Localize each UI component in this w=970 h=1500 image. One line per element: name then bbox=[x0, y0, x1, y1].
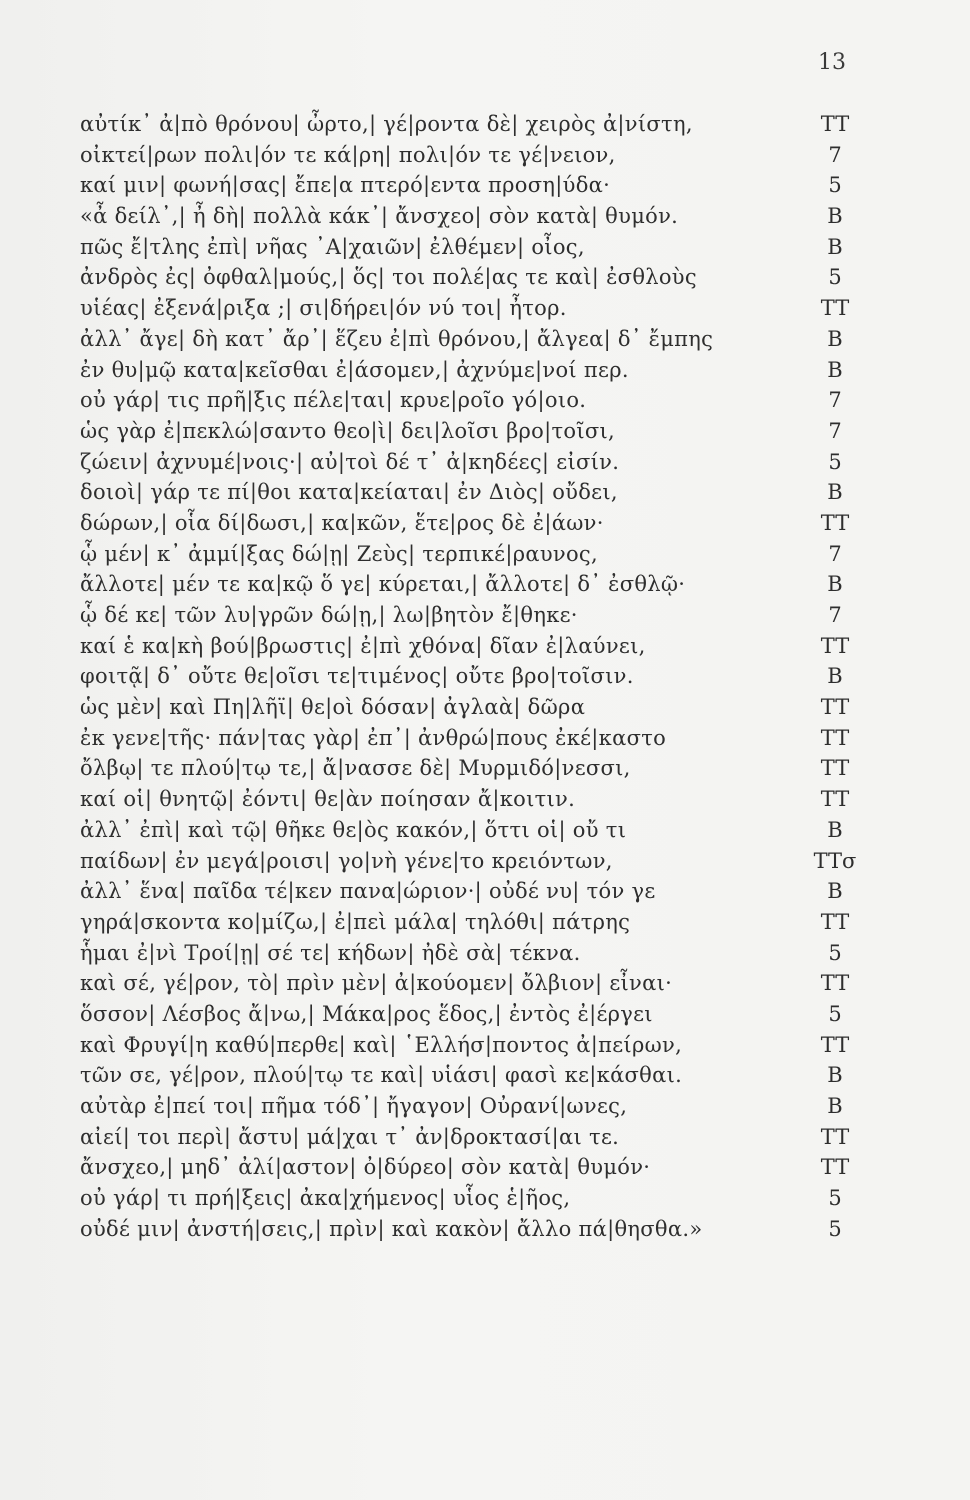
metre-code: B bbox=[827, 572, 843, 597]
verse-line bbox=[0, 477, 970, 508]
verse-line bbox=[0, 293, 970, 324]
metre-code: 5 bbox=[828, 1186, 842, 1211]
verse-text: υἱέας| ἐξενά|ριξα ;| σι|δήρει|όν νύ τοι| ἦτορ. bbox=[80, 296, 567, 321]
metre-code: TT bbox=[820, 756, 850, 781]
metre-code: B bbox=[827, 879, 843, 904]
metre-code: TT bbox=[820, 787, 850, 812]
metre-code: 5 bbox=[828, 1216, 842, 1241]
verse-line bbox=[0, 815, 970, 846]
verse-text: ἀλλ᾽ ἕνα| παῖδα τέ|κεν πανα|ώριον·| οὐδέ νυ| τόν γε bbox=[80, 879, 656, 904]
verse-text: ὄλβῳ| τε πλού|τῳ τε,| ἄ|νασσε δὲ| Μυρμιδό|νεσσι, bbox=[80, 756, 631, 781]
verse-line bbox=[0, 262, 970, 293]
verse-text: καί οἱ| θνητῷ| ἐόντι| θε|ὰν ποίησαν ἄ|κοιτιν. bbox=[80, 787, 576, 812]
verse-text: παίδων| ἐν μεγά|ροισι| γο|νὴ γένε|το κρειόντων, bbox=[80, 848, 613, 873]
metre-code: TT bbox=[820, 1155, 850, 1180]
verse-line bbox=[0, 1060, 970, 1091]
verse-line bbox=[0, 416, 970, 447]
verse-line bbox=[0, 447, 970, 478]
verse-text: ᾧ μέν| κ᾽ ἀμμί|ξας δώ|ῃ| Ζεὺς| τερπικέ|ραυνος, bbox=[80, 541, 598, 566]
verse-text: οὐ γάρ| τι πρή|ξεις| ἀκα|χήμενος| υἷος ἑ|ῆος, bbox=[80, 1186, 571, 1211]
verse-text: ἀλλ᾽ ἄγε| δὴ κατ᾽ ἄρ᾽| ἕζευ ἐ|πὶ θρόνου,| ἄλγεα| δ᾽ ἔμπης bbox=[80, 326, 714, 351]
verse-line bbox=[0, 539, 970, 570]
verse-text: ἄλλοτε| μέν τε κα|κῷ ὅ γε| κύρεται,| ἄλλοτε| δ᾽ ἐσθλῷ· bbox=[80, 572, 686, 597]
verse-line bbox=[0, 201, 970, 232]
metre-code: 7 bbox=[828, 142, 842, 167]
verse-line bbox=[0, 1214, 970, 1245]
metre-code: B bbox=[827, 357, 843, 382]
verse-text: «ἆ δείλ᾽,| ἦ δὴ| πολλὰ κάκ᾽| ἄνσχεο| σὸν κατὰ| θυμόν. bbox=[80, 204, 679, 229]
metre-code: 7 bbox=[828, 418, 842, 443]
verse-line bbox=[0, 355, 970, 386]
verse-block bbox=[0, 109, 970, 1244]
metre-code: B bbox=[827, 234, 843, 259]
verse-text: δώρων,| οἷα δί|δωσι,| κα|κῶν, ἕτε|ρος δὲ ἐ|άων· bbox=[80, 510, 604, 535]
metre-code: 7 bbox=[828, 603, 842, 627]
verse-text: αὐτὰρ ἐ|πεί τοι| πῆμα τόδ᾽| ἤγαγον| Οὐρανί|ωνες, bbox=[80, 1094, 628, 1118]
verse-text: ᾧ δέ κε| τῶν λυ|γρῶν δώ|ῃ,| λω|βητὸν ἔ|θηκε· bbox=[80, 603, 578, 627]
verse-line bbox=[0, 232, 970, 263]
verse-text: ἀλλ᾽ ἐπὶ| καὶ τῷ| θῆκε θε|ὸς κακόν,| ὅττι οἱ| οὔ τι bbox=[80, 817, 627, 842]
verse-text: καὶ σέ, γέ|ρον, τὸ| πρὶν μὲν| ἀ|κούομεν| ὄλβιον| εἶναι· bbox=[80, 971, 673, 996]
metre-code: TT bbox=[820, 1124, 850, 1149]
verse-line bbox=[0, 1030, 970, 1061]
verse-line bbox=[0, 1183, 970, 1214]
metre-code: TT bbox=[820, 1032, 850, 1057]
metre-code: TT bbox=[820, 909, 850, 934]
verse-text: ὡς μὲν| καὶ Πη|λῆϊ| θε|οὶ δόσαν| ἀγλαὰ| δῶρα bbox=[80, 695, 586, 720]
metre-code: TT bbox=[820, 695, 850, 720]
verse-text: αὐτίκ᾽ ἀ|πὸ θρόνου| ὦρτο,| γέ|ροντα δὲ| χειρὸς ἀ|νίστη, bbox=[80, 112, 693, 136]
verse-text: δοιοὶ| γάρ τε πί|θοι κατα|κείαται| ἐν Διὸς| οὔδει, bbox=[80, 480, 618, 505]
metre-code: TT bbox=[820, 296, 850, 321]
metre-code: TT bbox=[820, 510, 850, 535]
verse-text: καὶ Φρυγί|η καθύ|περθε| καὶ| ῾Ελλήσ|ποντος ἀ|πείρων, bbox=[80, 1032, 683, 1057]
verse-text: ἀνδρὸς ἐς| ὀφθαλ|μούς,| ὅς| τοι πολέ|ας τε καὶ| ἐσθλοὺς bbox=[80, 265, 697, 290]
metre-code: TT bbox=[820, 633, 850, 658]
verse-text: φοιτᾷ| δ᾽ οὔτε θε|οῖσι τε|τιμένος| οὔτε βρο|τοῖσιν. bbox=[80, 664, 634, 689]
verse-line bbox=[0, 508, 970, 539]
metre-code: 5 bbox=[828, 265, 842, 290]
verse-line bbox=[0, 692, 970, 723]
metre-code: B bbox=[827, 1094, 843, 1118]
verse-line bbox=[0, 109, 970, 140]
verse-line bbox=[0, 968, 970, 999]
verse-line bbox=[0, 661, 970, 692]
verse-text: οὐ γάρ| τις πρῆ|ξις πέλε|ται| κρυε|ροῖο γό|οιο. bbox=[80, 388, 587, 413]
verse-text: καί ἑ κα|κὴ βού|βρωστις| ἐ|πὶ χθόνα| δῖαν ἐ|λαύνει, bbox=[80, 633, 646, 658]
metre-code: TTσ bbox=[813, 848, 857, 873]
metre-code: 7 bbox=[828, 388, 842, 413]
verse-line bbox=[0, 907, 970, 938]
verse-text: ἧμαι ἐ|νὶ Τροί|ῃ| σέ τε| κήδων| ἠδὲ σὰ| τέκνα. bbox=[80, 940, 581, 965]
verse-line bbox=[0, 1152, 970, 1183]
metre-code: TT bbox=[820, 971, 850, 996]
verse-text: οὐδέ μιν| ἀνστή|σεις,| πρὶν| καὶ κακὸν| ἄλλο πά|θησθα.» bbox=[80, 1216, 703, 1241]
metre-code: 5 bbox=[828, 940, 842, 965]
verse-line bbox=[0, 600, 970, 631]
verse-line bbox=[0, 385, 970, 416]
metre-code: B bbox=[827, 664, 843, 689]
verse-text: ἐκ γενε|τῆς· πάν|τας γὰρ| ἐπ᾽| ἀνθρώ|πους ἐκέ|καστο bbox=[80, 725, 667, 750]
verse-line bbox=[0, 723, 970, 754]
verse-line bbox=[0, 876, 970, 907]
metre-code: B bbox=[827, 1063, 843, 1088]
metre-code: TT bbox=[820, 725, 850, 750]
metre-code: B bbox=[827, 326, 843, 351]
page-number: 13 bbox=[818, 50, 846, 75]
verse-text: ὅσσον| Λέσβος ἄ|νω,| Μάκα|ρος ἕδος,| ἐντὸς ἐ|έργει bbox=[80, 1001, 653, 1026]
verse-line bbox=[0, 784, 970, 815]
verse-line bbox=[0, 631, 970, 662]
verse-text: τῶν σε, γέ|ρον, πλού|τῳ τε καὶ| υἱάσι| φασὶ κε|κάσθαι. bbox=[80, 1063, 683, 1088]
verse-line bbox=[0, 569, 970, 600]
verse-line bbox=[0, 324, 970, 355]
verse-text: ἄνσχεο,| μηδ᾽ ἀλί|αστον| ὀ|δύρεο| σὸν κατὰ| θυμόν· bbox=[80, 1155, 651, 1180]
metre-code: 5 bbox=[828, 173, 842, 198]
metre-code: B bbox=[827, 204, 843, 229]
verse-text: ζώειν| ἀχνυμέ|νοις·| αὐ|τοὶ δέ τ᾽ ἀ|κηδέες| εἰσίν. bbox=[80, 449, 620, 474]
verse-line bbox=[0, 999, 970, 1030]
metre-code: 5 bbox=[828, 1001, 842, 1026]
metre-code: B bbox=[827, 480, 843, 505]
verse-text: πῶς ἔ|τλης ἐπὶ| νῆας ᾽Α|χαιῶν| ἐλθέμεν| οἶος, bbox=[80, 234, 585, 259]
verse-text: ὡς γὰρ ἐ|πεκλώ|σαντο θεο|ὶ| δει|λοῖσι βρο|τοῖσι, bbox=[80, 418, 616, 443]
verse-line bbox=[0, 170, 970, 201]
verse-text: αἰεί| τοι περὶ| ἄστυ| μά|χαι τ᾽ ἀν|δροκτασί|αι τε. bbox=[80, 1124, 620, 1149]
verse-line bbox=[0, 938, 970, 969]
verse-line bbox=[0, 1122, 970, 1153]
verse-line bbox=[0, 1091, 970, 1122]
verse-line bbox=[0, 846, 970, 877]
verse-text: γηρά|σκοντα κο|μίζω,| ἐ|πεὶ μάλα| τηλόθι| πάτρης bbox=[80, 909, 631, 934]
verse-text: ἐν θυ|μῷ κατα|κεῖσθαι ἐ|άσομεν,| ἀχνύμε|νοί περ. bbox=[80, 357, 629, 382]
metre-code: B bbox=[827, 817, 843, 842]
verse-text: οἰκτεί|ρων πολι|όν τε κά|ρη| πολι|όν τε γέ|νειον, bbox=[80, 142, 616, 167]
verse-text: καί μιν| φωνή|σας| ἔπε|α πτερό|εντα προση|ύδα· bbox=[80, 173, 611, 198]
metre-code: 7 bbox=[828, 541, 842, 566]
metre-code: 5 bbox=[828, 449, 842, 474]
metre-code: TT bbox=[820, 112, 850, 136]
verse-line bbox=[0, 753, 970, 784]
verse-line bbox=[0, 140, 970, 171]
